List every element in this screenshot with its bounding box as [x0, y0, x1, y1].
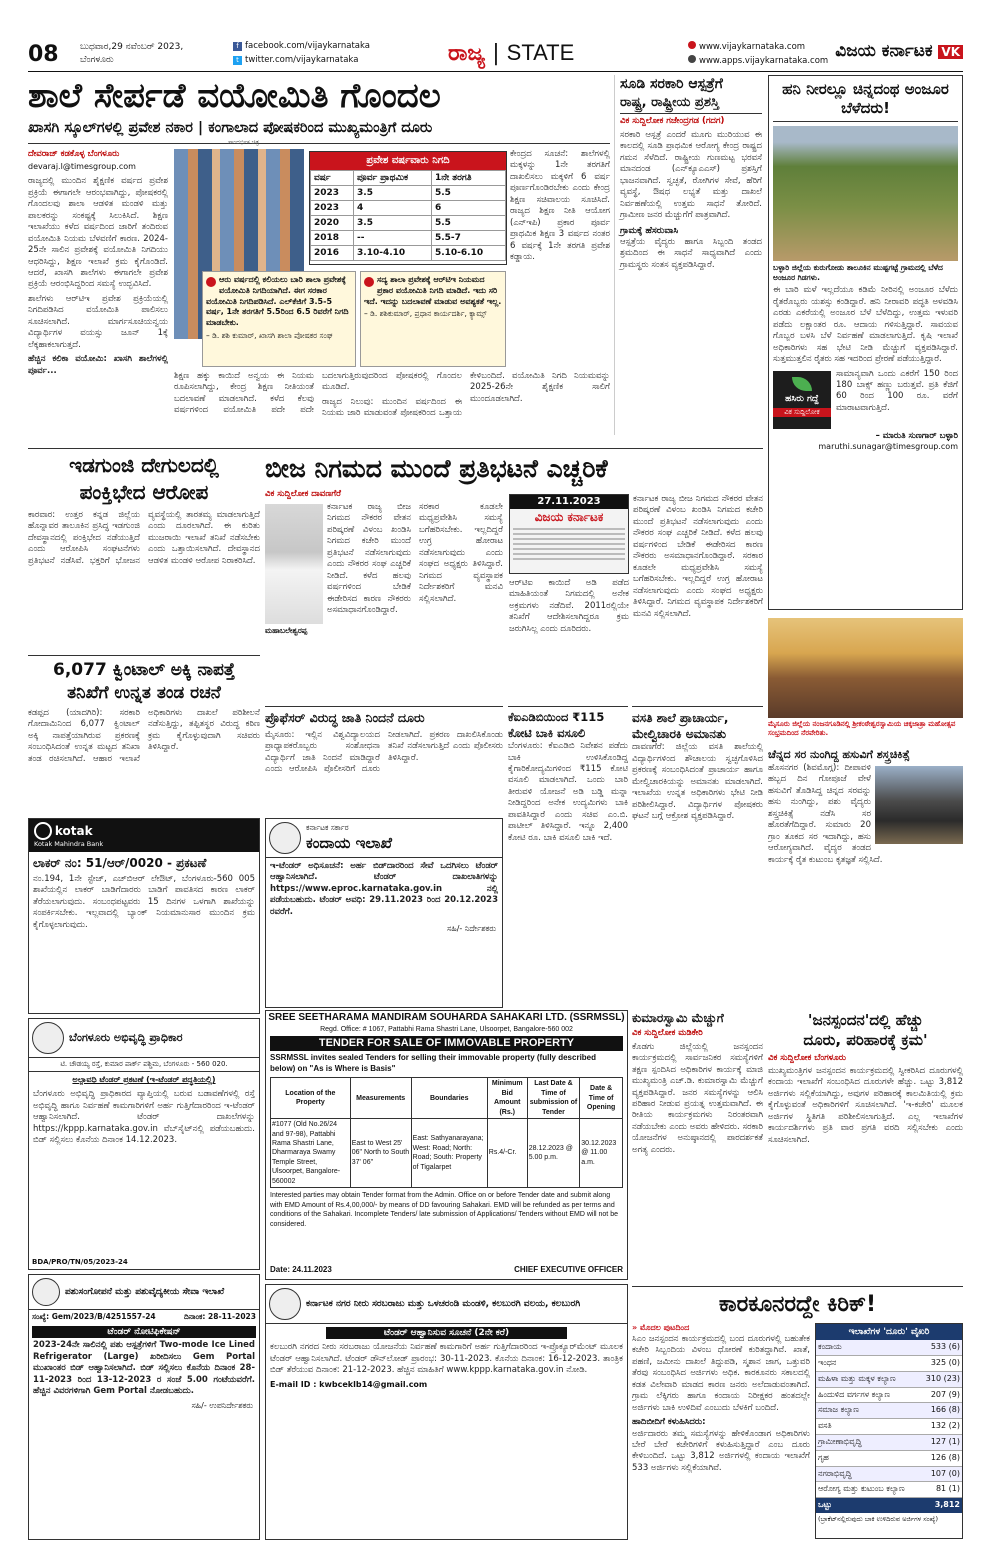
dept-row: ಕಂದಾಯ 533 (6)	[816, 1340, 962, 1355]
kumaraswamy-byline: ವಿಕ ಸುದ್ದಿಲೋಕ ಮಡಿಕೇರಿ	[632, 1028, 703, 1039]
gem-date: ದಿನಾಂಕ: 28-11-2023	[184, 1312, 256, 1321]
seed-byline: ವಿಕ ಸುದ್ದಿಲೋಕ ದಾವಣಗೆರೆ	[265, 488, 342, 499]
age-table-grid	[310, 170, 506, 262]
farm-headline: ಹನಿ ನೀರಲ್ಲೂ ಚಿನ್ನದಂಥ ಅಂಜೂರ ಬೆಳೆದರು!	[773, 80, 958, 122]
janaspandana-byline: ವಿಕ ಸುದ್ದಿಲೋಕ ಬೆಂಗಳೂರು	[768, 1052, 846, 1063]
dept-row: ವಸತಿ 132 (2)	[816, 1419, 962, 1435]
emblem-icon	[32, 1022, 64, 1054]
revenue-ad: ಕರ್ನಾಟಕ ಸರ್ಕಾರ ಕಂದಾಯ ಇಲಾಖೆ ಇ-ಟೆಂಡರ್ ಅಧಿಸೂಚನೆ: ಅರ್ಹ ಬಿಡ್‌ದಾರರಿಂದ ಸೇವೆ ಒದಗಿಸಲು ಟೆಂಡರ್ ಆಹ್ವಾನಿಸಲಾಗಿದೆ. ಟೆಂಡರ್ ದಾಖಲಾತಿಗಳನ್ನು https://www.eproc.karnataka.gov.in ನಲ್ಲಿ ಪಡೆಯಬಹುದು. ಟೆಂಡರ್ ಅವಧಿ: 29.11.2023 ರಿಂದ 20.12.2023 ರವರೆಗೆ. ಸಹಿ/- ನಿರ್ದೇಶಕರು	[265, 818, 503, 1008]
age-table-row: 2020 3.5 5.5	[311, 215, 506, 230]
karakoon-text	[632, 1323, 810, 1539]
lead-text-lower	[174, 371, 610, 433]
dept-table	[815, 1323, 963, 1539]
hospital-subhead: ಗ್ರಾಮಕ್ಕೆ ಹೆಸರುವಾಸಿ	[620, 225, 679, 236]
gem-title: ಪಶುಸಂಗೋಪನೆ ಮತ್ತು ಪಶುವೈದ್ಯಕೀಯ ಸೇವಾ ಇಲಾಖೆ	[65, 1286, 225, 1297]
dept-table-grid	[816, 1340, 962, 1513]
farm-email: maruthi.sunagar@timesgroup.com	[818, 442, 958, 451]
globe-icon	[688, 41, 696, 49]
tender-intro: SSRMSSL invites sealed Tenders for selling their immovable property (fully described below) on "As is Where is Basis"	[270, 1052, 597, 1073]
dept-row: ಆರೋಗ್ಯ ಮತ್ತು ಕುಟುಂಬ ಕಲ್ಯಾಣ 81 (1)	[816, 1482, 962, 1498]
kumaraswamy-body: ಕೊಡಗು ಜಿಲ್ಲೆಯಲ್ಲಿ ಜನಸ್ಪಂದನ ಕಾರ್ಯಕ್ರಮದಲ್ಲಿ ಸಾರ್ವಜನಿಕರ ಸಮಸ್ಯೆಗಳಿಗೆ ತಕ್ಷಣ ಸ್ಪಂದಿಸಿದ ಅಧಿಕಾರಿಗಳ ಕಾರ್ಯಕ್ಕೆ ಮಾಜಿ ಮುಖ್ಯಮಂತ್ರಿ ಎಚ್.ಡಿ. ಕುಮಾರಸ್ವಾಮಿ ಮೆಚ್ಚುಗೆ ವ್ಯಕ್ತಪಡಿಸಿದ್ದಾರೆ. ಜನರ ಸಮಸ್ಯೆಗಳನ್ನು ಆಲಿಸಿ ಪರಿಹಾರ ನೀಡುವ ಪ್ರಯತ್ನ ಉತ್ತಮವಾಗಿದೆ. ಈ ರೀತಿಯ ಕಾರ್ಯಕ್ರಮಗಳು ನಿರಂತರವಾಗಿ ನಡೆಯಬೇಕು ಎಂದು ಅವರು ಹೇಳಿದರು. ಸರಕಾರಿ ಯೋಜನೆಗಳ ಅನುಷ್ಠಾನದಲ್ಲಿ ಪಾರದರ್ಶಕತೆ ಅಗತ್ಯ ಎಂದರು.	[632, 1041, 763, 1155]
dept-row: ಗ್ರಾಮೀಣಾಭಿವೃದ್ಧಿ 127 (1)	[816, 1434, 962, 1450]
section-label: ರಾಜ್ಯ | STATE	[448, 40, 575, 66]
farm-body-2: ಸಾಮಾನ್ಯವಾಗಿ ಒಂದು ಎಕರೆಗೆ 150 ರಿಂದ 180 ಬಾಕ್ಸ್ ಹಣ್ಣು ಬರುತ್ತವೆ. ಪ್ರತಿ ಕೆಜಿಗೆ 60 ರಿಂದ 100 ರೂ. ವರೆಗೆ ಮಾರಾಟವಾಗುತ್ತಿದೆ.	[836, 368, 958, 413]
age-table	[309, 151, 507, 265]
leaf-icon	[792, 377, 812, 391]
revenue-body: ಇ-ಟೆಂಡರ್ ಅಧಿಸೂಚನೆ: ಅರ್ಹ ಬಿಡ್‌ದಾರರಿಂದ ಸೇವೆ ಒದಗಿಸಲು ಟೆಂಡರ್ ಆಹ್ವಾನಿಸಲಾಗಿದೆ. ಟೆಂಡರ್ ದಾಖಲಾತಿಗಳನ್ನು https://www.eproc.karnataka.gov.in ನಲ್ಲಿ ಪಡೆಯಬಹುದು. ಟೆಂಡರ್ ಅವಧಿ: 29.11.2023 ರಿಂದ 20.12.2023 ರವರೆಗೆ.	[270, 861, 498, 917]
photo-credit: ಸಾಂದರ್ಭಿಕ ಚಿತ್ರ	[228, 139, 260, 146]
lead-byline: ದೇವರಾಜ್ ಕಡಕೊಳ್ಳ ಬೆಂಗಳೂರು	[28, 149, 120, 159]
seed-body: ಕರ್ನಾಟಕ ರಾಜ್ಯ ಬೀಜ ನಿಗಮದ ನೌಕರರ ವೇತನ ಪರಿಷ್ಕರಣೆ ವಿಳಂಬ ಖಂಡಿಸಿ ನಿಗಮದ ಕಚೇರಿ ಮುಂದೆ ಪ್ರತಿಭಟನೆ ನಡೆಸಲಾಗುವುದು ಎಂದು ನೌಕರರ ಸಂಘ ಎಚ್ಚರಿಕೆ ನೀಡಿದೆ. ಕಳೆದ ಹಲವು ವರ್ಷಗಳಿಂದ ಬೇಡಿಕೆ ಈಡೇರಿಸದ ಕಾರಣ ನೌಕರರು ಅಸಮಾಧಾನಗೊಂಡಿದ್ದಾರೆ. ಸರಕಾರ ಕೂಡಲೇ ಮಧ್ಯಪ್ರವೇಶಿಸಿ ಸಮಸ್ಯೆ ಬಗೆಹರಿಸಬೇಕು. ಇಲ್ಲದಿದ್ದರೆ ಉಗ್ರ ಹೋರಾಟ ನಡೆಸಲಾಗುವುದು ಎಂದು ಸಂಘದ ಅಧ್ಯಕ್ಷರು ತಿಳಿಸಿದ್ದಾರೆ. ನಿಗಮದ ವ್ಯವಸ್ಥಾಪಕ ನಿರ್ದೇಶಕರಿಗೆ ಮನವಿ ಸಲ್ಲಿಸಲಾಗಿದೆ.	[327, 502, 503, 616]
tender-title: TENDER FOR SALE OF IMMOVABLE PROPERTY	[270, 1036, 623, 1051]
gem-ad	[28, 1274, 260, 1540]
farm-story	[768, 75, 963, 610]
quote-1-text: ಆರು ವರ್ಷದಲ್ಲಿ ಕಲಿಯಲು ಬಾರಿ ಶಾಲಾ ಪ್ರವೇಶಕ್ಕೆ ವಯೋಮಿತಿ ನಿಗದಿಯಾಗಿದೆ. ಈಗ ಸರಕಾರ ವಯೋಮಿತಿ ನಿಗದಿಪಡಿಸಿದೆ. ಎಲ್‌ಕೆಜಿಗೆ 3.5-5 ವರ್ಷ, 1ನೇ ತರಗತಿಗೆ 5.5ರಿಂದ 6.5 ರಿವರೆಗೆ ನಿಗದಿ ಮಾಡಬೇಕು.	[206, 275, 349, 328]
lead-story	[28, 75, 610, 435]
emblem-icon	[32, 1278, 60, 1306]
person-photo	[265, 504, 323, 624]
dept-row: ಗೃಹ 126 (8)	[816, 1450, 962, 1466]
lead-text-col1	[28, 147, 168, 432]
apps-icon	[688, 55, 696, 63]
kiadb-body: ಬೆಂಗಳೂರು: ಕೆಐಎಡಿಬಿ ನಿವೇಶನ ಪಡೆದು ಬಾಕಿ ಉಳಿಸಿಕೊಂಡಿದ್ದ ಕೈಗಾರಿಕೋದ್ಯಮಿಗಳಿಂದ ₹115 ಕೋಟಿ ವಸೂಲಿ ಮಾಡಲಾಗಿದೆ. ಒಂದು ಬಾರಿ ತೀರುವಳಿ ಯೋಜನೆ ಅಡಿ ಬಡ್ಡಿ ಮನ್ನಾ ನೀಡಿದ್ದರಿಂದ ಅನೇಕ ಉದ್ಯಮಿಗಳು ಬಾಕಿ ಪಾವತಿಸಿದ್ದಾರೆ ಎಂದು ಸಚಿವ ಎಂ.ಬಿ. ಪಾಟೀಲ್ ತಿಳಿಸಿದ್ದಾರೆ. ಇನ್ನೂ 2,400 ಕೋಟಿ ರೂ. ಬಾಕಿ ವಸೂಲಿ ಬಾಕಿ ಇದೆ.	[508, 741, 628, 843]
sahakari-ad	[265, 1010, 628, 1280]
hostel-headline-1: ವಸತಿ ಶಾಲೆ ಪ್ರಾಚಾರ್ಯ,	[632, 711, 729, 725]
quote-1-author: – ಡಿ. ಶಶಿ ಕುಮಾರ್, ಖಾಸಗಿ ಶಾಲಾ ಪೋಷಕರ ಸಂಘ	[206, 330, 333, 340]
fig-temple-photo	[768, 618, 963, 718]
farm-caption: ಬಳ್ಳಾರಿ ಜಿಲ್ಲೆಯ ಕುರುಗೋಡು ತಾಲೂಕಿನ ಮುಷ್ಟಗಟ್ಟೆ ಗ್ರಾಮದಲ್ಲಿ ಬೆಳೆದ ಅಂಜೂರ ಗಿಡಗಳು.	[773, 263, 943, 283]
karakoon-subhead: ಹಾದಿಬೀದಿಗೆ ಕಳುಹಿಸಿದರು:	[632, 1417, 706, 1428]
page-header	[28, 38, 963, 72]
farm-logo: ಹಸಿರು ಗದ್ದೆ ವಿಕ ಸುದ್ದಿಲೋಕ	[773, 371, 831, 429]
tender-sign: CHIEF EXECUTIVE OFFICER	[514, 1265, 623, 1275]
kuwsdb-title: ಕರ್ನಾಟಕ ನಗರ ನೀರು ಸರಬರಾಜು ಮತ್ತು ಒಳಚರಂಡಿ ಮಂಡಳಿ, ಕಲಬುರಗಿ ವಲಯ, ಕಲಬುರಗಿ	[306, 1298, 581, 1309]
kuwsdb-email: E-mail ID : kwbceklb14@gmail.com	[270, 1379, 428, 1389]
twitter-icon: t	[233, 56, 242, 65]
newspaper-clip: 27.11.2023 ವಿಜಯ ಕರ್ನಾಟಕ	[509, 494, 629, 574]
locker-body: ನಂ.194, 1ನೇ ಸ್ಟೇಜ್, ಎಚ್‌ಬಿಆರ್ ಲೇಔಟ್, ಬೆಂಗಳೂರು-560 005 ಶಾಖೆಯಲ್ಲಿನ ಲಾಕರ್ ಬಾಡಿಗೆದಾರರು ಬಾಡಿಗೆ ಪಾವತಿಸದ ಕಾರಣ ಲಾಕರ್ ತೆರೆಯಲಾಗುವುದು. ಸಂಬಂಧಪಟ್ಟವರು 15 ದಿನಗಳ ಒಳಗಾಗಿ ಶಾಖೆಯನ್ನು ಸಂಪರ್ಕಿಸಬೇಕು. ಇಲ್ಲವಾದಲ್ಲಿ ಬ್ಯಾಂಕ್ ನಿಯಮಾನುಸಾರ ಮುಂದಿನ ಕ್ರಮ ಕೈಗೊಳ್ಳಲಾಗುವುದು.	[33, 873, 255, 930]
kotak-logo-icon	[34, 822, 52, 840]
janaspandana-headline-2: ದೂರು, ಪರಿಹಾರಕ್ಕೆ ಕ್ರಮ'	[803, 1031, 928, 1050]
page-number: 08	[28, 42, 59, 67]
karakoon-body: ಸಿಎಂ ಜನಸ್ಪಂದನ ಕಾರ್ಯಕ್ರಮದಲ್ಲಿ ಬಂದ ದೂರುಗಳಲ್ಲಿ ಬಹುತೇಕ ಕಚೇರಿ ಸಿಬ್ಬಂದಿಯ ವಿಳಂಬ ಧೋರಣೆ ಕುರಿತದ್ದಾಗಿವೆ. ಖಾತೆ, ಪಹಣಿ, ಜಮೀನು ದಾಖಲೆ ತಿದ್ದುಪಡಿ, ಸ್ಮಶಾನ ಜಾಗ, ಒತ್ತುವರಿ ತೆರವು ಸಂಬಂಧಿಸಿದ ಅರ್ಜಿಗಳು ಅಧಿಕ. ಕಾರಕೂನರು ಸಕಾಲದಲ್ಲಿ ಕಡತ ವಿಲೇವಾರಿ ಮಾಡದ ಕಾರಣ ಜನರು ಅಲೆದಾಡುವಂತಾಗಿದೆ. ಗ್ರಾಮ ಲೆಕ್ಕಿಗರು ಹಾಗೂ ಕಂದಾಯ ನಿರೀಕ್ಷಕರ ಹಂತದಲ್ಲೇ ಅರ್ಜಿಗಳು ಬಾಕಿ ಉಳಿದಿವೆ ಎಂಬುದು ಬೆಳಕಿಗೆ ಬಂದಿದೆ.	[632, 1333, 810, 1413]
fig-farm-photo	[773, 126, 958, 261]
bda-address: ಟಿ. ಚೌಡಯ್ಯ ರಸ್ತೆ, ಕುಮಾರ ಪಾರ್ಕ್ ಪಶ್ಚಿಮ, ಬೆಂಗಳೂರು - 560 020.	[29, 1058, 259, 1072]
revenue-sign: ಸಹಿ/- ನಿರ್ದೇಶಕರು	[446, 924, 496, 934]
bda-ref: BDA/PRO/TN/05/2023-24	[32, 1257, 128, 1266]
dept-row: ಸಮಾಜ ಕಲ್ಯಾಣ 166 (8)	[816, 1403, 962, 1419]
quote-box-2	[360, 271, 506, 367]
dept-row: ಮಹಿಳಾ ಮತ್ತು ಮಕ್ಕಳ ಕಲ್ಯಾಣ 310 (23)	[816, 1371, 962, 1387]
hostel-headline-2: ಮೇಲ್ವಿಚಾರಕಿ ಅಮಾನತು	[632, 727, 727, 742]
kiadb-headline-1: ಕೆಐಎಡಿಬಿಯಿಂದ ₹115	[508, 710, 605, 724]
age-table-row: 2023 3.5 5.5	[311, 185, 506, 200]
lead-continue: ಹೆಚ್ಚಿನ ಕಲಿಕಾ ವಯೋಮಿ: ಖಾಸಗಿ ಶಾಲೆಗಳಲ್ಲಿ ಪೂರ್ವ...	[28, 354, 168, 376]
rice-story	[28, 655, 260, 815]
issue-city: ಬೆಂಗಳೂರು	[80, 55, 114, 65]
lead-body-5: ರಾಜ್ಯದ ನಿಲುವು: ಮುಂದಿನ ವರ್ಷದಿಂದ ಈ ನಿಯಮ ಜಾರಿ ಮಾಡುವಂತೆ ಪೋಷಕರಿಂದ ಒತ್ತಾಯ ಕೇಳಿಬಂದಿದೆ. ವಯೋಮಿತಿ ನಿಗದಿ ನಿಯಮವನ್ನು 2025-26ನೇ ಶೈಕ್ಷಣಿಕ ಸಾಲಿಗೆ ಮುಂದೂಡಲಾಗಿದೆ.	[322, 371, 610, 419]
janaspandana-headline-1: 'ಜನಸ್ಪಂದನ'ದಲ್ಲಿ ಹೆಚ್ಚು	[807, 1011, 924, 1029]
seed-body-cols	[327, 502, 503, 698]
lead-subhead: ಖಾಸಗಿ ಸ್ಕೂಲ್‌ಗಳಲ್ಲಿ ಪ್ರವೇಶ ನಕಾರ | ಕಂಗಾಲಾದ ಪೋಷಕರಿಂದ ಮುಖ್ಯಮಂತ್ರಿಗೆ ದೂರು	[28, 120, 433, 136]
age-table-row: 2018 -- 5.5-7	[311, 231, 506, 246]
gem-body: 2023-24ನೇ ಸಾಲಿನಲ್ಲಿ ಪಶು ಆಸ್ಪತ್ರೆಗಳಿಗೆ Two-mode Ice Lined Refrigerator (Large) ಖರೀದಿಸಲು Gem Portal ಮುಖಾಂತರ ಬಿಡ್ ಆಹ್ವಾನಿಸಲಾಗಿದೆ. ಬಿಡ್ ಸಲ್ಲಿಸಲು ಕೊನೆಯ ದಿನಾಂಕ 28-11-2023 ರಿಂದ 13-12-2023 ರ ಸಂಜೆ 5.00 ಗಂಟೆಯವರೆಗೆ. ಹೆಚ್ಚಿನ ವಿವರಗಳಿಗಾಗಿ Gem Portal ನೋಡಬಹುದು.	[33, 1340, 255, 1397]
kiadb-headline-2: ಕೋಟಿ ಬಾಕಿ ವಸೂಲಿ	[508, 725, 586, 740]
dept-total-row: ಒಟ್ಟು 3,812	[816, 1498, 962, 1513]
dept-row: ನಗರಾಭಿವೃದ್ಧಿ 107 (0)	[816, 1466, 962, 1482]
professor-headline: ಪ್ರೊಫೆಸರ್ ವಿರುದ್ಧ ಜಾತಿ ನಿಂದನೆ ದೂರು	[265, 710, 425, 725]
lead-body-4: ಕೇಂದ್ರದ ಸೂಚನೆ: ಶಾಲೆಗಳಲ್ಲಿ ಮಕ್ಕಳನ್ನು 1ನೇ ತರಗತಿಗೆ ದಾಖಲಿಸಲು ಮಕ್ಕಳಿಗೆ 6 ವರ್ಷ ಪೂರ್ಣಗೊಂಡಿರಬೇಕು ಎಂದು ಕೇಂದ್ರ ಶಿಕ್ಷಣ ಸಚಿವಾಲಯ ಸೂಚಿಸಿದೆ. ರಾಜ್ಯದ ಶಿಕ್ಷಣ ನೀತಿ ಆಯೋಗ (ಎನ್‌ಇಪಿ) ಪ್ರಕಾರ ಪೂರ್ವ ಪ್ರಾಥಮಿಕ ಶಿಕ್ಷಣ 3 ವರ್ಷದ ನಂತರ 6 ವರ್ಷಕ್ಕೆ 1ನೇ ತರಗತಿ ಪ್ರವೇಶ ಕಡ್ಡಾಯ.	[510, 149, 610, 263]
lead-body-3: ಶಿಕ್ಷಣ ಹಕ್ಕು ಕಾಯಿದೆ ಅನ್ವಯ ಈ ನಿಯಮ ರೂಪಿಸಲಾಗಿದ್ದು, ಕೇಂದ್ರ ಶಿಕ್ಷಣ ನೀತಿಯಂತೆ ಬದಲಾವಣೆ ಮಾಡಲಾಗಿದೆ. ಕಳೆದ ಕೆಲವು ವರ್ಷಗಳಿಂದ ವಯೋಮಿತಿ ಪದೇ ಪದೇ ಬದಲಾಗುತ್ತಿರುವುದರಿಂದ ಪೋಷಕರಲ್ಲಿ ಗೊಂದಲ ಮೂಡಿದೆ.	[174, 371, 462, 416]
tender-row: #1077 (Old No.26/24 and 97-98), Pattabhi Rama Shastri Lane, Dharmaraya Swamy Temple Street, Ulsoorpet, Bangalore-560002 East to West 25' 06" North to South 37' 06" East: Sathyanarayana; West: Road; North: Road; South: Property of Tigalarpet Rs.4/-Cr. 28.12.2023 @ 5.00 p.m. 30.12.2023 @ 11.00 a.m.	[271, 1119, 623, 1188]
kiadb-story	[508, 706, 628, 1006]
quote-2-author: – ಡಿ. ಶಶಿಕುಮಾರ್, ಪ್ರಧಾನ ಕಾರ್ಯದರ್ಶಿ, ಕ್ಯಾಮ್ಸ್	[364, 309, 487, 319]
karakoon-first-page: » ಮೊದಲ ಪುಟದಿಂದ	[632, 1323, 690, 1332]
hospital-body-2: ಆಸ್ಪತ್ರೆಯ ವೈದ್ಯರು ಹಾಗೂ ಸಿಬ್ಬಂದಿ ತಂಡದ ಶ್ರಮದಿಂದ ಈ ಸಾಧನೆ ಸಾಧ್ಯವಾಗಿದೆ ಎಂದು ಗ್ರಾಮಸ್ಥರು ಸಂತಸ ವ್ಯಕ್ತಪಡಿಸಿದ್ದಾರೆ.	[620, 236, 762, 270]
issue-date: ಬುಧವಾರ,29 ನವೆಂಬರ್ 2023,	[80, 42, 184, 52]
tender-terms: Interested parties may obtain Tender format from the Admin. Office on or before Tender date and submit along with EMD Amount of Rs.4,00,000/- by means of DD favouring Sahakari. EMD will be refunded as per terms and conditions of the Sahakari. Incomplete Tenders/ late submission of Applications/ Tenders without EMD will not be considered.	[270, 1192, 618, 1228]
seed-body-2: ಆರ್‌ಟಿಐ ಕಾಯಿದೆ ಅಡಿ ಪಡೆದ ಮಾಹಿತಿಯಂತೆ ನಿಗಮದಲ್ಲಿ ಅನೇಕ ಅಕ್ರಮಗಳು ನಡೆದಿವೆ. 2011ರಲ್ಲಿಯೇ ತನಿಖೆಗೆ ಆದೇಶಿಸಲಾಗಿದ್ದರೂ ಕ್ರಮ ಜರುಗಿಸಿಲ್ಲ ಎಂದು ದೂರಿದರು.	[509, 578, 629, 634]
sahakari-title: SREE SEETHARAMA MANDIRAM SOUHARDA SAHAKARI LTD. (SSRMSSL)	[268, 1012, 625, 1023]
rice-body: ಕಡಪ್ಪದ (ಯಾದಗಿರಿ): ಸರಕಾರಿ ಗೋದಾಮಿನಿಂದ 6,077 ಕ್ವಿಂಟಾಲ್ ಅಕ್ಕಿ ನಾಪತ್ತೆಯಾಗಿರುವ ಪ್ರಕರಣಕ್ಕೆ ಸಂಬಂಧಿಸಿದಂತೆ ಉನ್ನತ ಮಟ್ಟದ ತನಿಖಾ ತಂಡ ರಚಿಸಲಾಗಿದೆ. ಆಹಾರ ಇಲಾಖೆ ಅಧಿಕಾರಿಗಳು ದಾಖಲೆ ಪರಿಶೀಲನೆ ನಡೆಸುತ್ತಿದ್ದು, ತಪ್ಪಿತಸ್ಥರ ವಿರುದ್ಧ ಕಠಿಣ ಕ್ರಮ ಕೈಗೊಳ್ಳುವುದಾಗಿ ಸಚಿವರು ತಿಳಿಸಿದ್ದಾರೆ.	[28, 707, 260, 764]
kumaraswamy-story	[632, 1010, 763, 1280]
karakoon-story	[632, 1286, 963, 1540]
bda-notice: ಅಲ್ಪಾವಧಿ ಟೆಂಡರ್ ಪ್ರಕಟಣೆ (ಇ-ಟೆಂಡರ್ ಪದ್ಧತಿಯಲ್ಲಿ)	[72, 1075, 216, 1085]
hospital-story	[614, 75, 762, 435]
janaspandana-story	[768, 1010, 963, 1180]
lead-text-col-mid	[510, 149, 610, 369]
lead-email: devaraj.l@timesgroup.com	[28, 162, 136, 172]
emblem-icon	[269, 1288, 301, 1320]
lead-body-1: ರಾಜ್ಯದಲ್ಲಿ ಮುಂದಿನ ಶೈಕ್ಷಣಿಕ ವರ್ಷದ ಪ್ರವೇಶ ಪ್ರಕ್ರಿಯೆ ಈಗಾಗಲೇ ಆರಂಭವಾಗಿದ್ದು, ಪೋಷಕರಲ್ಲಿ ಗೊಂದಲವು ಶಾಲಾ ಆಡಳಿತ ಮಂಡಳಿ ಮತ್ತು ಪಾಲಕರನ್ನು ಸಂಕಷ್ಟಕ್ಕೆ ಸಿಲುಕಿಸಿದೆ. ಶಿಕ್ಷಣ ಇಲಾಖೆಯು ಕಳೆದ ವರ್ಷದಿಂದ ಜಾರಿಗೆ ತಂದಿರುವ ವಯೋಮಿತಿ ನಿಯಮ ಬೆಳವಣಿಗೆ ಕಾರಣ. 2024-25ನೇ ಸಾಲಿನ ಪ್ರವೇಶಕ್ಕೆ ವಯೋಮಿತಿ ನಿಗದಿಯು ಆಧರಿಸಿದ್ದು, ಶಿಕ್ಷಣ ಇಲಾಖೆ ಕ್ರಮ ಕೈಗೊಂಡಿದೆ. ಆದರೆ, ಖಾಸಗಿ ಶಾಲೆಗಳು ಈಗಾಗಲೇ ಪ್ರವೇಶ ಪ್ರಕ್ರಿಯೆ ಆರಂಭಿಸಿದ್ದರಿಂದ ಸಮಸ್ಯೆ ಉದ್ಭವಿಸಿದೆ.	[28, 176, 168, 290]
sahakari-address: Regd. Office: # 1067, Pattabhi Rama Shastri Lane, Ulsoorpet, Bangalore-560 002	[320, 1025, 573, 1033]
lead-headline: ಶಾಲೆ ಸೇರ್ಪಡೆ ವಯೋಮಿತಿ ಗೊಂದಲ	[28, 76, 441, 116]
age-table-row: 2016 3.10-4.10 5.10-6.10	[311, 246, 506, 261]
bda-title: ಬೆಂಗಳೂರು ಅಭಿವೃದ್ಧಿ ಪ್ರಾಧಿಕಾರ	[69, 1030, 183, 1044]
quote-box-1	[202, 271, 356, 367]
temple-story	[28, 452, 260, 652]
hospital-byline: ವಿಕ ಸುದ್ದಿಲೋಕ ಗಜೇಂದ್ರಗಡ (ಗದಗ)	[620, 116, 725, 127]
gem-notice: ಟೆಂಡರ್ ನೋಟಿಫಿಕೇಷನ್	[32, 1326, 256, 1338]
kumaraswamy-headline: ಕುಮಾರಸ್ವಾಮಿ ಮೆಚ್ಚುಗೆ	[632, 1011, 724, 1025]
twitter-link[interactable]: t twitter.com/vijaykarnataka	[233, 55, 358, 66]
quote-2-text: ಸದ್ಯ ಶಾಲಾ ಪ್ರವೇಶಕ್ಕೆ ಆರ್‌ಟಿಇ ನಿಯಮದ ಪ್ರಕಾರ ವಯೋಮಿತಿ ನಿಗದಿ ಮಾಡಿದೆ. ಇದು ಸರಿ ಇದೆ. ಇದನ್ನು ಬದಲಾವಣೆ ಮಾಡುವ ಅವಶ್ಯಕತೆ ಇಲ್ಲ.	[364, 275, 502, 306]
seed-photo-caption: ಮಹಾಬಲೇಶ್ವರಪ್ಪ	[265, 626, 308, 635]
farm-author: – ಮಾರುತಿ ಸುಣಗಾರ್ ಬಳ್ಳಾರಿ	[875, 430, 958, 441]
age-table-header: ವರ್ಷ	[311, 170, 354, 185]
age-table-header: ಪೂರ್ವ ಪ್ರಾಥಮಿಕ	[354, 170, 432, 185]
emblem-icon	[269, 822, 301, 854]
tender-table: Location of the Property Measurements Boundaries Minimum Bid Amount (Rs.) Last Date & Time of submission of Tender Date & Time of Opening #1077 (Old No.26/24 and 97-98), Pattabhi Rama Shastri Lane, Dharmaraya Swamy Temple Street, Ulsoorpet, Bangalore-560002 East to West 25' 06" North to South 37' 06" East: Sathyanarayana; West: Road; North: Road; South: Property of Tigalarpet Rs.4/-Cr. 28.12.2023 @ 5.00 p.m. 30.12.2023 @ 11.00 a.m.	[270, 1077, 623, 1188]
facebook-icon: f	[233, 42, 242, 51]
dept-table-title: ಇಲಾಖೆಗಳ 'ದೂರು' ವೈಖರಿ	[816, 1324, 962, 1340]
masthead-logo: ವಿಜಯ ಕರ್ನಾಟಕ VK	[835, 40, 963, 63]
apps-link[interactable]: www.apps.vijaykarnataka.com	[688, 55, 828, 67]
dept-row: ಇಂಧನ 325 (0)	[816, 1355, 962, 1371]
fig-cow-photo	[875, 766, 963, 844]
seed-headline: ಬೀಜ ನಿಗಮದ ಮುಂದೆ ಪ್ರತಿಭಟನೆ ಎಚ್ಚರಿಕೆ	[265, 454, 608, 483]
seed-story	[265, 452, 763, 702]
hospital-headline-2: ರಾಷ್ಟ್ರ, ರಾಷ್ಟ್ರೀಯ ಪ್ರಶಸ್ತಿ	[620, 94, 762, 115]
hostel-story	[632, 706, 763, 1006]
gem-number: ಸಂಖ್ಯೆ: Gem/2023/B/4251557-24	[32, 1312, 156, 1321]
age-table-title: ಪ್ರವೇಶ ವರ್ಷವಾರು ನಿಗದಿ	[310, 152, 506, 170]
kotak-ad: kotak Kotak Mahindra Bank ಲಾಕರ್ ನಂ: 51/ಆರ್/0020 - ಪ್ರಕಟಣೆ ನಂ.194, 1ನೇ ಸ್ಟೇಜ್, ಎಚ್‌ಬಿಆರ್ ಲೇಔಟ್, ಬೆಂಗಳೂರು-560 005 ಶಾಖೆಯಲ್ಲಿನ ಲಾಕರ್ ಬಾಡಿಗೆದಾರರು ಬಾಡಿಗೆ ಪಾವತಿಸದ ಕಾರಣ ಲಾಕರ್ ತೆರೆಯಲಾಗುವುದು. ಸಂಬಂಧಪಟ್ಟವರು 15 ದಿನಗಳ ಒಳಗಾಗಿ ಶಾಖೆಯನ್ನು ಸಂಪರ್ಕಿಸಬೇಕು. ಇಲ್ಲವಾದಲ್ಲಿ ಬ್ಯಾಂಕ್ ನಿಯಮಾನುಸಾರ ಮುಂದಿನ ಕ್ರಮ ಕೈಗೊಳ್ಳಲಾಗುವುದು.	[28, 818, 260, 1014]
facebook-link[interactable]: f facebook.com/vijaykarnataka	[233, 41, 370, 52]
kuwsdb-notice: ಟೆಂಡರ್ ಆಹ್ವಾನಿಸುವ ಸೂಚನೆ (2ನೇ ಕರೆ)	[326, 1327, 567, 1339]
bullet-icon	[364, 277, 374, 287]
lead-body-2: ಶಾಲೆಗಳು ಆರ್‌ಟಿಇ ಪ್ರವೇಶ ಪ್ರಕ್ರಿಯೆಯಲ್ಲಿ ನಿಗದಿಪಡಿಸಿದ ವಯೋಮಿತಿ ಪಾಲಿಸಲು ಸೂಚಿಸಲಾಗಿದೆ. ಮಾರ್ಗಸೂಚಿಯನ್ವಯ ವಿದ್ಯಾರ್ಥಿಗಳ ವಯಸ್ಸು ಜೂನ್ 1ಕ್ಕೆ ಲೆಕ್ಕಹಾಕಲಾಗುತ್ತದೆ.	[28, 293, 168, 350]
karakoon-body-2: ಅರ್ಜಿದಾರರು ತಮ್ಮ ಸಮಸ್ಯೆಗಳನ್ನು ಹೇಳಿಕೊಂಡಾಗ ಅಧಿಕಾರಿಗಳು ಬೇರೆ ಬೇರೆ ಕಚೇರಿಗಳಿಗೆ ಕಳುಹಿಸುತ್ತಿದ್ದಾರೆ ಎಂಬ ದೂರು ಕೇಳಿಬಂದಿದೆ. ಒಟ್ಟು 3,812 ಅರ್ಜಿಗಳಲ್ಲಿ ಕಂದಾಯ ಇಲಾಖೆಗೆ 533 ಅರ್ಜಿಗಳು ಸಲ್ಲಿಕೆಯಾಗಿವೆ.	[632, 1428, 810, 1473]
bda-ad	[28, 1018, 260, 1270]
dept-table-note: (ಬ್ರಾಕೆಟ್‌ನಲ್ಲಿರುವುದು ಬಾಕಿ ಉಳಿದಿರುವ ಅರ್ಜಿಗಳ ಸಂಖ್ಯೆ)	[818, 1514, 939, 1523]
temple-body: ಕಾರವಾರ: ಉತ್ತರ ಕನ್ನಡ ಜಿಲ್ಲೆಯ ಹೊನ್ನಾವರ ತಾಲೂಕಿನ ಪ್ರಸಿದ್ಧ ಇಡಗುಂಜಿ ದೇವಸ್ಥಾನದಲ್ಲಿ ಪಂಕ್ತಿಭೇದ ನಡೆಯುತ್ತಿದೆ ಎಂದು ಆರೋಪಿಸಿ ಸಂಘಟನೆಗಳು ಪ್ರತಿಭಟನೆ ನಡೆಸಿವೆ. ಭಕ್ತರಿಗೆ ಭೋಜನ ವ್ಯವಸ್ಥೆಯಲ್ಲಿ ತಾರತಮ್ಯ ಮಾಡಲಾಗುತ್ತಿದೆ ಎಂದು ದೂರಲಾಗಿದೆ. ಈ ಕುರಿತು ಮುಜರಾಯಿ ಇಲಾಖೆ ತನಿಖೆ ನಡೆಸಬೇಕು ಎಂದು ಒತ್ತಾಯಿಸಲಾಗಿದೆ. ದೇವಸ್ಥಾನದ ಆಡಳಿತ ಮಂಡಳಿ ಆರೋಪ ನಿರಾಕರಿಸಿದೆ.	[28, 510, 260, 566]
cow-story	[768, 748, 963, 1006]
temple-headline-2: ಪಂಕ್ತಿಭೇದ ಆರೋಪ	[79, 480, 209, 504]
seed-body-right: ಕರ್ನಾಟಕ ರಾಜ್ಯ ಬೀಜ ನಿಗಮದ ನೌಕರರ ವೇತನ ಪರಿಷ್ಕರಣೆ ವಿಳಂಬ ಖಂಡಿಸಿ ನಿಗಮದ ಕಚೇರಿ ಮುಂದೆ ಪ್ರತಿಭಟನೆ ನಡೆಸಲಾಗುವುದು ಎಂದು ನೌಕರರ ಸಂಘ ಎಚ್ಚರಿಕೆ ನೀಡಿದೆ. ಕಳೆದ ಹಲವು ವರ್ಷಗಳಿಂದ ಬೇಡಿಕೆ ಈಡೇರಿಸದ ಕಾರಣ ನೌಕರರು ಅಸಮಾಧಾನಗೊಂಡಿದ್ದಾರೆ. ಸರಕಾರ ಕೂಡಲೇ ಮಧ್ಯಪ್ರವೇಶಿಸಿ ಸಮಸ್ಯೆ ಬಗೆಹರಿಸಬೇಕು. ಇಲ್ಲದಿದ್ದರೆ ಉಗ್ರ ಹೋರಾಟ ನಡೆಸಲಾಗುವುದು ಎಂದು ಸಂಘದ ಅಧ್ಯಕ್ಷರು ತಿಳಿಸಿದ್ದಾರೆ. ನಿಗಮದ ವ್ಯವಸ್ಥಾಪಕ ನಿರ್ದೇಶಕರಿಗೆ ಮನವಿ ಸಲ್ಲಿಸಲಾಗಿದೆ.	[633, 494, 763, 619]
dept-row: ಹಿಂದುಳಿದ ವರ್ಗಗಳ ಕಲ್ಯಾಣ 207 (9)	[816, 1387, 962, 1403]
locker-title: ಲಾಕರ್ ನಂ: 51/ಆರ್/0020 - ಪ್ರಕಟಣೆ	[33, 855, 207, 870]
bda-body: ಬೆಂಗಳೂರು ಅಭಿವೃದ್ಧಿ ಪ್ರಾಧಿಕಾರದ ವ್ಯಾಪ್ತಿಯಲ್ಲಿ ಬರುವ ಬಡಾವಣೆಗಳಲ್ಲಿ ರಸ್ತೆ ಅಭಿವೃದ್ಧಿ ಹಾಗೂ ನಿರ್ವಹಣೆ ಕಾಮಗಾರಿಗಳಿಗೆ ಅರ್ಹ ಗುತ್ತಿಗೆದಾರರಿಂದ ಇ-ಟೆಂಡರ್ ಆಹ್ವಾನಿಸಲಾಗಿದೆ. ಟೆಂಡರ್ ದಾಖಲೆಗಳನ್ನು https://kppp.karnataka.gov.in ವೆಬ್‌ಸೈಟ್‌ನಲ್ಲಿ ಪಡೆಯಬಹುದು. ಬಿಡ್ ಸಲ್ಲಿಸಲು ಕೊನೆಯ ದಿನಾಂಕ 14.12.2023.	[33, 1089, 255, 1146]
age-table-row: 2023 4 6	[311, 200, 506, 215]
tender-date: Date: 24.11.2023	[270, 1265, 332, 1275]
temple-photo-caption: ಮೈಸೂರು ಜಿಲ್ಲೆಯ ನಂಜನಗೂಡಿನಲ್ಲಿ ಶ್ರೀಕಂಠೇಶ್ವರಸ್ವಾಮಿಯ ಚಿಕ್ಕಜಾತ್ರಾ ಮಹೋತ್ಸವ ಸಂಭ್ರಮದಿಂದ ನೆರವೇರಿತು.	[768, 720, 956, 738]
temple-headline-1: ಇಡಗುಂಜಿ ದೇಗುಲದಲ್ಲಿ	[69, 453, 219, 477]
revenue-title: ಕಂದಾಯ ಇಲಾಖೆ	[306, 833, 392, 852]
karakoon-headline: ಕಾರಕೂನರದ್ದೇ ಕಿರಿಕ್!	[718, 1292, 877, 1317]
website-link[interactable]: www.vijaykarnataka.com	[688, 41, 805, 53]
rice-headline-2: ತನಿಖೆಗೆ ಉನ್ನತ ತಂಡ ರಚನೆ	[67, 682, 221, 703]
hostel-body: ದಾವಣಗೆರೆ: ಜಿಲ್ಲೆಯ ವಸತಿ ಶಾಲೆಯಲ್ಲಿ ವಿದ್ಯಾರ್ಥಿಗಳಿಂದ ಶೌಚಾಲಯ ಸ್ವಚ್ಛಗೊಳಿಸಿದ ಪ್ರಕರಣಕ್ಕೆ ಸಂಬಂಧಿಸಿದಂತೆ ಪ್ರಾಚಾರ್ಯ ಹಾಗೂ ಮೇಲ್ವಿಚಾರಕಿಯನ್ನು ಅಮಾನತು ಮಾಡಲಾಗಿದೆ. ಇಲಾಖೆಯ ಉನ್ನತ ಅಧಿಕಾರಿಗಳು ಭೇಟಿ ನೀಡಿ ಪರಿಶೀಲಿಸಿದ್ದಾರೆ. ವಿದ್ಯಾರ್ಥಿಗಳ ಪೋಷಕರು ಘಟನೆ ಬಗ್ಗೆ ಆಕ್ರೋಶ ವ್ಯಕ್ತಪಡಿಸಿದ್ದಾರೆ.	[632, 742, 763, 822]
bullet-icon	[206, 277, 216, 287]
rice-headline-1: 6,077 ಕ್ವಿಂಟಾಲ್ ಅಕ್ಕಿ ನಾಪತ್ತೆ	[53, 660, 235, 680]
janaspandana-body: ಮುಖ್ಯಮಂತ್ರಿಗಳ ಜನಸ್ಪಂದನ ಕಾರ್ಯಕ್ರಮದಲ್ಲಿ ಸ್ವೀಕರಿಸಿದ ದೂರುಗಳಲ್ಲಿ ಕಂದಾಯ ಇಲಾಖೆಗೆ ಸಂಬಂಧಿಸಿದ ದೂರುಗಳೇ ಹೆಚ್ಚು. ಒಟ್ಟು 3,812 ಅರ್ಜಿಗಳು ಸಲ್ಲಿಕೆಯಾಗಿದ್ದು, ಅವುಗಳ ಪರಿಹಾರಕ್ಕೆ ಕಾಲಮಿತಿಯಲ್ಲಿ ಕ್ರಮ ಕೈಗೊಳ್ಳುವಂತೆ ಅಧಿಕಾರಿಗಳಿಗೆ ಸೂಚಿಸಲಾಗಿದೆ. 'ಇ-ಕಚೇರಿ' ಮೂಲಕ ಅರ್ಜಿಗಳ ಸ್ಥಿತಿಗತಿ ಪರಿಶೀಲಿಸಲಾಗುತ್ತಿದೆ. ಎಲ್ಲ ಇಲಾಖೆಗಳ ಕಾರ್ಯದರ್ಶಿಗಳು ಪ್ರತಿ ವಾರ ಪ್ರಗತಿ ವರದಿ ಸಲ್ಲಿಸಬೇಕು ಎಂದು ಸೂಚಿಸಲಾಗಿದೆ.	[768, 1065, 963, 1145]
kuwsdb-ad	[265, 1284, 628, 1540]
gem-sign: ಸಹಿ/- ಉಪನಿರ್ದೇಶಕರು	[191, 1400, 253, 1410]
farm-body: ಈ ಬಾರಿ ಮಳೆ ಇಲ್ಲದೆಯೂ ಕಡಿಮೆ ನೀರಿನಲ್ಲಿ ಅಂಜೂರ ಬೆಳೆದು ರೈತರೊಬ್ಬರು ಯಶಸ್ಸು ಕಂಡಿದ್ದಾರೆ. ಹನಿ ನೀರಾವರಿ ಪದ್ಧತಿ ಅಳವಡಿಸಿ ಎರಡು ಎಕರೆಯಲ್ಲಿ ಅಂಜೂರ ಬೆಳೆ ಬೆಳೆದಿದ್ದು, ಉತ್ತಮ ಇಳುವರಿ ಪಡೆದು ಲಕ್ಷಾಂತರ ರೂ. ಆದಾಯ ಗಳಿಸುತ್ತಿದ್ದಾರೆ. ಸಾವಯವ ಗೊಬ್ಬರ ಬಳಸಿ ಬೆಳೆ ನಿರ್ವಹಣೆ ಮಾಡಲಾಗುತ್ತಿದೆ. ಕೃಷಿ ಇಲಾಖೆ ಅಧಿಕಾರಿಗಳು ಸಹ ಭೇಟಿ ನೀಡಿ ಮೆಚ್ಚುಗೆ ವ್ಯಕ್ತಪಡಿಸಿದ್ದಾರೆ. ಸುತ್ತಮುತ್ತಲಿನ ರೈತರು ಸಹ ಇದರಿಂದ ಪ್ರೇರಣೆ ಪಡೆಯುತ್ತಿದ್ದಾರೆ.	[773, 285, 958, 365]
professor-body: ಮೈಸೂರು: ಇಲ್ಲಿನ ವಿಶ್ವವಿದ್ಯಾಲಯದ ಪ್ರಾಧ್ಯಾಪಕರೊಬ್ಬರು ಸಂಶೋಧನಾ ವಿದ್ಯಾರ್ಥಿಗೆ ಜಾತಿ ನಿಂದನೆ ಮಾಡಿದ್ದಾರೆ ಎಂದು ಆರೋಪಿಸಿ ಪೊಲೀಸರಿಗೆ ದೂರು ನೀಡಲಾಗಿದೆ. ಪ್ರಕರಣ ದಾಖಲಿಸಿಕೊಂಡು ತನಿಖೆ ನಡೆಸಲಾಗುತ್ತಿದೆ ಎಂದು ಪೊಲೀಸರು ತಿಳಿಸಿದ್ದಾರೆ.	[265, 729, 503, 775]
divider	[28, 448, 763, 449]
kuwsdb-body: ಕಲಬುರಗಿ ನಗರದ ನೀರು ಸರಬರಾಜು ಯೋಜನೆಯ ನಿರ್ವಹಣೆ ಕಾಮಗಾರಿಗೆ ಅರ್ಹ ಗುತ್ತಿಗೆದಾರರಿಂದ ಇ-ಪ್ರೊಕ್ಯೂರ್‌ಮೆಂಟ್ ಮೂಲಕ ಟೆಂಡರ್ ಆಹ್ವಾನಿಸಲಾಗಿದೆ. ಟೆಂಡರ್ ಡೌನ್‌ಲೋಡ್ ಪ್ರಾರಂಭ: 30-11-2023. ಕೊನೆಯ ದಿನಾಂಕ: 16-12-2023. ತಾಂತ್ರಿಕ ಬಿಡ್ ತೆರೆಯುವ ದಿನಾಂಕ: 21-12-2023. ಹೆಚ್ಚಿನ ಮಾಹಿತಿಗೆ www.kppp.karnataka.gov.in ನೋಡಿ.	[270, 1342, 623, 1376]
cow-body: ಹೊಸನಗರ (ಶಿವಮೊಗ್ಗ): ದೀಪಾವಳಿ ಹಬ್ಬದ ದಿನ ಗೋಪೂಜೆ ವೇಳೆ ಹಸುವಿಗೆ ತೊಡಿಸಿದ್ದ ಚಿನ್ನದ ಸರವನ್ನು ಹಸು ನುಂಗಿದ್ದು, ಪಶು ವೈದ್ಯರು ಶಸ್ತ್ರಚಿಕಿತ್ಸೆ ನಡೆಸಿ ಸರ ಹೊರತೆಗೆದಿದ್ದಾರೆ. ಸುಮಾರು 20 ಗ್ರಾಂ ತೂಕದ ಸರ ಇದಾಗಿದ್ದು, ಹಸು ಆರೋಗ್ಯವಾಗಿದೆ. ವೈದ್ಯರ ತಂಡದ ಕಾರ್ಯಕ್ಕೆ ರೈತ ಕುಟುಂಬ ಕೃತಜ್ಞತೆ ಸಲ್ಲಿಸಿದೆ.	[768, 762, 883, 865]
seed-body-side	[509, 578, 629, 698]
professor-story	[265, 706, 503, 814]
hospital-headline-1: ಸೂಡಿ ಸರಕಾರಿ ಆಸ್ಪತ್ರೆಗೆ	[620, 76, 723, 92]
hospital-body: ಸರಕಾರಿ ಆಸ್ಪತ್ರೆ ಎಂದರೆ ಮೂಗು ಮುರಿಯುವ ಈ ಕಾಲದಲ್ಲಿ ಸೂಡಿ ಪ್ರಾಥಮಿಕ ಆರೋಗ್ಯ ಕೇಂದ್ರ ರಾಷ್ಟ್ರದ ಗಮನ ಸೆಳೆದಿದೆ. ರಾಷ್ಟ್ರೀಯ ಗುಣಮಟ್ಟ ಭರವಸೆ ಮಾನದಂಡ (ಎನ್‌ಕ್ಯೂಎಎಸ್) ಪ್ರಶಸ್ತಿಗೆ ಭಾಜನವಾಗಿದೆ. ಸ್ವಚ್ಛತೆ, ರೋಗಿಗಳ ಸೇವೆ, ಹೆರಿಗೆ ವ್ಯವಸ್ಥೆ, ಔಷಧ ಲಭ್ಯತೆ ಮತ್ತು ದಾಖಲೆ ನಿರ್ವಹಣೆಯಲ್ಲಿ ಉತ್ತಮ ಸಾಧನೆ ತೋರಿದೆ. ಗ್ರಾಮೀಣ ಜನರ ಮೆಚ್ಚುಗೆಗೆ ಪಾತ್ರವಾಗಿದೆ.	[620, 129, 762, 221]
cow-headline: ಚೆನ್ನದ ಸರ ನುಂಗಿದ್ದ ಹಸುವಿಗೆ ಶಸ್ತ್ರಚಿಕಿತ್ಸೆ	[768, 748, 910, 761]
age-table-header: 1ನೇ ತರಗತಿ	[431, 170, 505, 185]
